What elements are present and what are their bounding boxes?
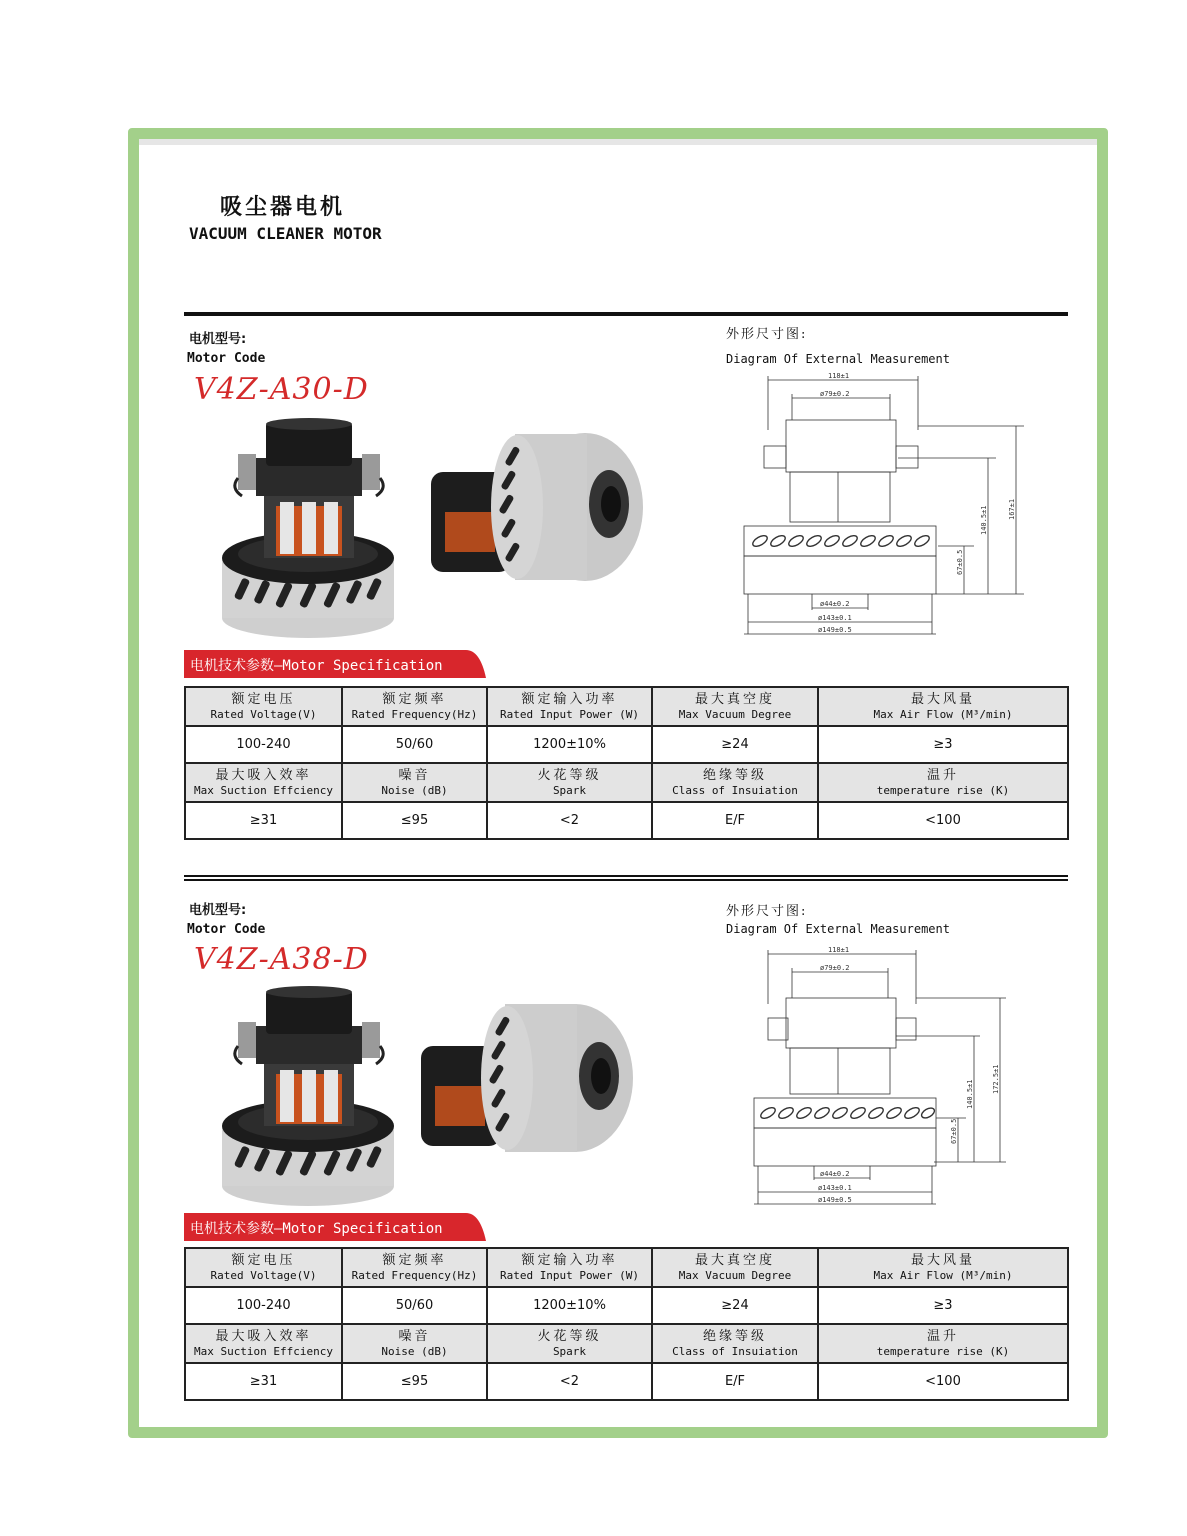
dim-top: ø79±0.2: [820, 964, 850, 972]
page-title-cn: 吸尘器电机: [220, 194, 346, 220]
hdr-cell: 额定频率 Rated Frequency(Hz): [342, 1248, 487, 1287]
value-cell: <100: [818, 802, 1068, 839]
measurement-diagram: [744, 944, 1034, 1210]
dim-h1: 140.5±1: [966, 1079, 974, 1109]
hdr-cell: 最大吸入效率 Max Suction Effciency: [185, 1324, 342, 1363]
motor-code-label-cn: 电机型号:: [189, 332, 247, 347]
model-code: V4Z-A30-D: [194, 372, 369, 407]
section-divider: [184, 312, 1068, 316]
spec-banner: [184, 650, 486, 678]
dim-h3: 67±0.5: [950, 1118, 958, 1144]
value-cell: 1200±10%: [487, 1287, 652, 1324]
section-divider: [184, 875, 1068, 881]
spec-value-row: [185, 726, 1068, 763]
value-cell: ≥24: [652, 726, 818, 763]
measurement-diagram: [738, 370, 1028, 642]
spec-header-row: [185, 1248, 1068, 1287]
hdr-cell: 最大真空度 Max Vacuum Degree: [652, 687, 818, 726]
dim-width: 118±1: [828, 946, 850, 954]
hdr-cell: 噪音 Noise (dB): [342, 763, 487, 802]
dim-h2: 172.5±1: [992, 1064, 1000, 1094]
spec-header-row: [185, 763, 1068, 802]
dim-d1: ø44±0.2: [820, 600, 850, 608]
hdr-cell: 最大风量 Max Air Flow (M³/min): [818, 687, 1068, 726]
spec-banner-text: 电机技术参数—Motor Specification: [190, 1221, 443, 1237]
dim-d2: ø143±0.1: [818, 614, 852, 622]
hdr-cell: 火花等级 Spark: [487, 1324, 652, 1363]
diagram-label-cn: 外形尺寸图:: [726, 904, 808, 919]
dim-d1: ø44±0.2: [820, 1170, 850, 1178]
model-code: V4Z-A38-D: [194, 942, 369, 977]
motor-photo-side: [425, 432, 647, 582]
value-cell: ≥31: [185, 1363, 342, 1400]
value-cell: ≤95: [342, 802, 487, 839]
spec-banner-text: 电机技术参数—Motor Specification: [190, 658, 443, 674]
value-cell: 1200±10%: [487, 726, 652, 763]
dim-width: 118±1: [828, 372, 850, 380]
value-cell: 100-240: [185, 726, 342, 763]
spec-banner: [184, 1213, 486, 1241]
hdr-cell: 额定频率 Rated Frequency(Hz): [342, 687, 487, 726]
value-cell: <2: [487, 802, 652, 839]
hdr-cell: 绝缘等级 Class of Insuiation: [652, 1324, 818, 1363]
hdr-cell: 额定输入功率 Rated Input Power (W): [487, 687, 652, 726]
spec-value-row: [185, 1287, 1068, 1324]
diagram-label-cn: 外形尺寸图:: [726, 327, 808, 342]
dim-h1: 140.5±1: [980, 505, 988, 535]
frame-top-bar: [139, 139, 1097, 145]
motor-code-label-en: Motor Code: [187, 922, 266, 937]
spec-table: [184, 686, 1069, 840]
diagram-label-en: Diagram Of External Measurement: [726, 922, 950, 936]
hdr-cell: 最大真空度 Max Vacuum Degree: [652, 1248, 818, 1287]
value-cell: <2: [487, 1363, 652, 1400]
motor-code-label-en: Motor Code: [187, 351, 266, 366]
value-cell: E/F: [652, 802, 818, 839]
value-cell: 50/60: [342, 726, 487, 763]
dim-top: ø79±0.2: [820, 390, 850, 398]
hdr-cell: 火花等级 Spark: [487, 763, 652, 802]
motor-code-label-cn: 电机型号:: [189, 903, 247, 918]
value-cell: 100-240: [185, 1287, 342, 1324]
value-cell: ≥3: [818, 726, 1068, 763]
value-cell: <100: [818, 1363, 1068, 1400]
value-cell: E/F: [652, 1363, 818, 1400]
motor-photo-front: [218, 418, 398, 640]
motor-photo-side: [415, 1002, 637, 1154]
hdr-cell: 噪音 Noise (dB): [342, 1324, 487, 1363]
hdr-cell: 额定电压 Rated Voltage(V): [185, 687, 342, 726]
hdr-cell: 额定电压 Rated Voltage(V): [185, 1248, 342, 1287]
spec-table: [184, 1247, 1069, 1401]
dim-d3: ø149±0.5: [818, 626, 852, 634]
hdr-cell: 最大风量 Max Air Flow (M³/min): [818, 1248, 1068, 1287]
diagram-label-en: Diagram Of External Measurement: [726, 352, 950, 366]
value-cell: ≤95: [342, 1363, 487, 1400]
value-cell: ≥3: [818, 1287, 1068, 1324]
value-cell: ≥31: [185, 802, 342, 839]
dim-d2: ø143±0.1: [818, 1184, 852, 1192]
hdr-cell: 温升 temperature rise (K): [818, 763, 1068, 802]
page-title-en: VACUUM CLEANER MOTOR: [189, 224, 382, 243]
spec-header-row: [185, 1324, 1068, 1363]
dim-h2: 167±1: [1008, 498, 1016, 520]
spec-value-row: [185, 1363, 1068, 1400]
spec-value-row: [185, 802, 1068, 839]
dim-d3: ø149±0.5: [818, 1196, 852, 1204]
hdr-cell: 温升 temperature rise (K): [818, 1324, 1068, 1363]
hdr-cell: 绝缘等级 Class of Insuiation: [652, 763, 818, 802]
spec-header-row: [185, 687, 1068, 726]
value-cell: 50/60: [342, 1287, 487, 1324]
motor-photo-front: [218, 986, 398, 1208]
dim-h3: 67±0.5: [956, 549, 964, 575]
hdr-cell: 最大吸入效率 Max Suction Effciency: [185, 763, 342, 802]
hdr-cell: 额定输入功率 Rated Input Power (W): [487, 1248, 652, 1287]
value-cell: ≥24: [652, 1287, 818, 1324]
